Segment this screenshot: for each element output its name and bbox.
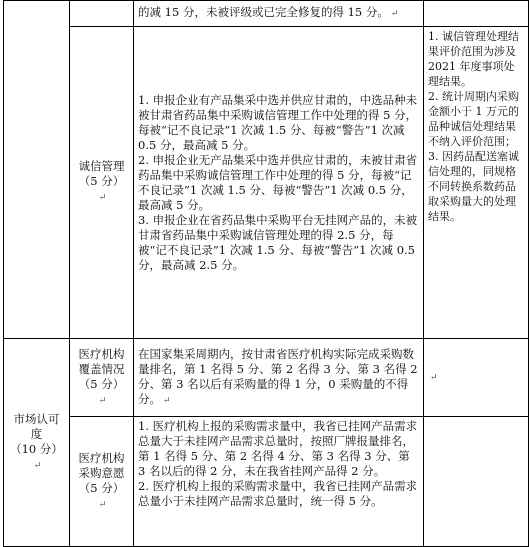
item-score-willingness: （5 分） — [78, 480, 125, 495]
item-title-integrity: 诚信管理 — [78, 159, 125, 173]
note-cell-top — [424, 1, 529, 27]
note-line-2: 2. 统计周期内采购金额小于 1 万元的品种诚信处理结果不纳入评价范围； — [428, 90, 519, 148]
category-cell-market: 市场认可度 （10 分）↵ — [4, 339, 70, 547]
item-title-willingness: 医疗机构采购意愿 — [78, 450, 125, 480]
scoring-table — [3, 0, 529, 547]
item-title-coverage: 医疗机构覆盖情况 — [78, 346, 125, 376]
category-score-market: （10 分） — [10, 441, 63, 456]
rule-text-top: 的减 15 分，未被评级或已完全修复的得 15 分。 — [138, 5, 389, 19]
item-cell-integrity: 诚信管理 （5 分）↵ — [70, 27, 134, 339]
item-cell-willingness: 医疗机构采购意愿 （5 分）↵ — [70, 417, 134, 547]
note-cell-coverage: ↵ — [424, 339, 529, 417]
note-cell-integrity — [424, 27, 529, 339]
rule-cell-coverage: 在国家集采周期内，按甘肃省医疗机构实际完成采购数量排名，第 1 名得 5 分、第 2 名得 3 分、第 3 名得 2 分、第 3 名以后有采购量的得 1 分，0 采购量的不得分。 ↵ — [134, 339, 424, 417]
rule-line-1: 1. 申报企业有产品集采中选并供应甘肃的，中选品种未被甘肃省药品集中采购诚信管理工作中处理的得 5 分，每被“记不良记录”1 次减 1.5 分、每被“警告”1 次减 0.5 分，最高减 5 分。 — [138, 92, 418, 152]
category-cell-empty — [4, 1, 70, 339]
table-row-integrity — [4, 27, 529, 339]
rule-cell-top: 的减 15 分，未被评级或已完全修复的得 15 分。 ↵ — [134, 1, 424, 27]
rule-line-2: 2. 申报企业无产品集采中选并供应甘肃的，未被甘肃省药品集中采购诚信管理工作中处理的得 5 分，每被“记不良记录”1 次减 1.5 分、每被“警告”1 次减 0.5 分，最高减 5 分。 — [138, 152, 418, 212]
rule-line-3: 3. 申报企业在省药品集中采购平台无挂网产品的，未被甘肃省药品集中采购诚信管理处理的得 2.5 分，每被“记不良记录”1 次减 1.5 分、每被“警告”1 次减 0.5 分，最高减 2.5 分。 — [138, 212, 418, 272]
rule-line-w2: 2. 医疗机构上报的采购需求量中，我省已挂网产品需求总量小于未挂网产品需求总量时，统一得 5 分。 — [138, 479, 418, 508]
rule-cell-integrity — [134, 27, 424, 339]
rule-text-coverage: 在国家集采周期内，按甘肃省医疗机构实际完成采购数量排名，第 1 名得 5 分、第 2 名得 3 分、第 3 名得 2 分、第 3 名以后有采购量的得 1 分，0 采购量的不得分。 — [138, 346, 418, 406]
item-cell-coverage: 医疗机构覆盖情况 （5 分）↵ — [70, 339, 134, 417]
table-row-coverage — [4, 339, 529, 417]
category-title-market: 市场认可度 — [13, 411, 60, 441]
rule-line-w1: 1. 医疗机构上报的采购需求量中，我省已挂网产品需求总量大于未挂网产品需求总量时，按照厂牌报量排名，第 1 名得 5 分、第 2 名得 4 分、第 3 名得 3 分、第 3 名以后的得 2 分，未在我省挂网产品得 2 分。 — [138, 419, 418, 478]
rule-cell-willingness — [134, 417, 424, 547]
item-cell-empty — [70, 1, 134, 27]
item-score-integrity: （5 分） — [78, 174, 125, 188]
table-row-top — [4, 1, 529, 27]
note-line-3: 3. 因药品配送塞诚信处理的，同规格不同转换系数药品取采购量大的处理结果。 — [428, 150, 519, 223]
note-cell-willingness — [424, 417, 529, 547]
note-line-1: 1. 诚信管理处理结果评价范围为涉及 2021 年度事项处理结果。 — [428, 30, 519, 88]
item-score-coverage: （5 分） — [78, 376, 125, 391]
table-row-willingness — [4, 417, 529, 547]
